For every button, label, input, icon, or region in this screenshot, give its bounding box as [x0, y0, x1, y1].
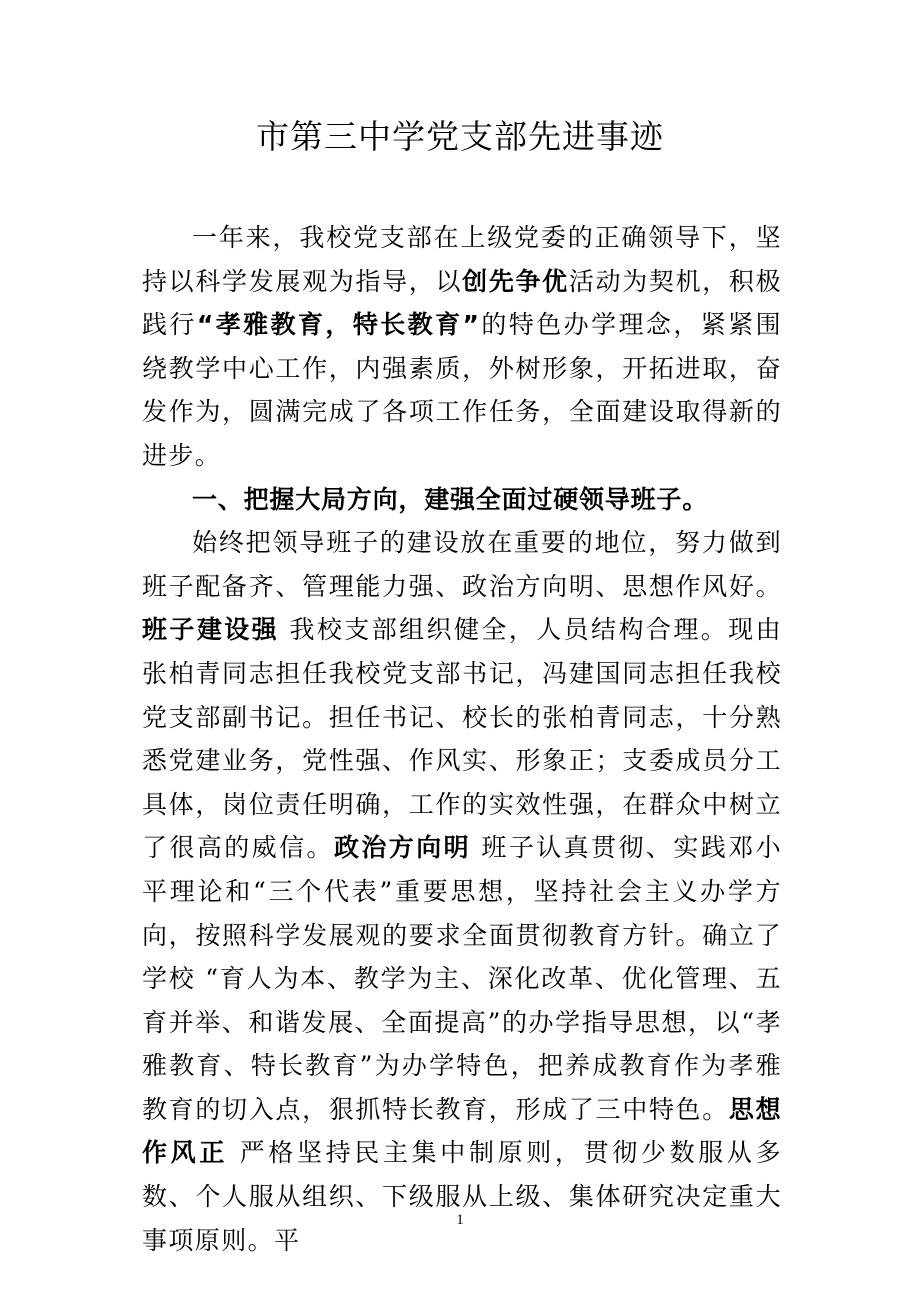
document-title: 市第三中学党支部先进事迹 [256, 117, 664, 156]
intro-bold-keyword: 创先争优 [462, 266, 569, 296]
page-number: 1 [456, 1212, 464, 1228]
keyword-ideological-style: 思想作风正 [142, 1094, 782, 1168]
document-body [142, 216, 782, 1262]
section-heading-1: 一、把握大局方向，建强全面过硬领导班子。 [192, 484, 709, 514]
section-1-text-2: 我校支部组织健全，人员结构合理。现由张柏青同志担任我校党支部书记，冯建国同志担任我校党支部副书记。担任书记、校长的张柏青同志，十分熟悉党建业务，党性强、作风实、形象正；支委成员分工具体，岗位责任明确，工作的实效性强，在群众中树立了很高的威信。 [142, 615, 782, 863]
intro-bold-motto: “孝雅教育，特长教育” [196, 310, 481, 340]
section-1-text-1: 始终把领导班子的建设放在重要的地位，努力做到班子配备齐、管理能力强、政治方向明、思想作风好。 [142, 528, 782, 601]
intro-paragraph [142, 216, 782, 478]
keyword-team-building: 班子建设强 [142, 615, 280, 645]
intro-text-3: 的特色办学理念，紧紧围绕教学中心工作，内强素质，外树形象，开拓进取，奋发作为，圆满完成了各项工作任务，全面建设取得新的进步。 [142, 310, 783, 470]
section-1-text-4: 严格坚持民主集中制原则，贯彻少数服从多数、个人服从组织、下级服从上级、集体研究决定重大事项原则。平 [142, 1138, 782, 1255]
section-1-paragraph [142, 521, 782, 1262]
section-1-text-3: 班子认真贯彻、实践邓小平理论和“三个代表”重要思想，坚持社会主义办学方向，按照科学发展观的要求全面贯彻教育方针。确立了学校 “育人为本、教学为主、深化改革、优化管理、五育并举、和谐发展、全面提高”的办学指导思想，以“孝雅教育、特长教育”为办学特色，把养成教育作为孝雅教育的切入点，狠抓特长教育，形成了三中特色。 [142, 833, 782, 1124]
keyword-political-direction: 政治方向明 [333, 833, 472, 863]
intro-text-2: 活动为契机，积极践行 [142, 266, 783, 340]
intro-text-1: 一年来，我校党支部在上级党委的正确领导下，坚持以科学发展观为指导，以 [142, 223, 782, 296]
